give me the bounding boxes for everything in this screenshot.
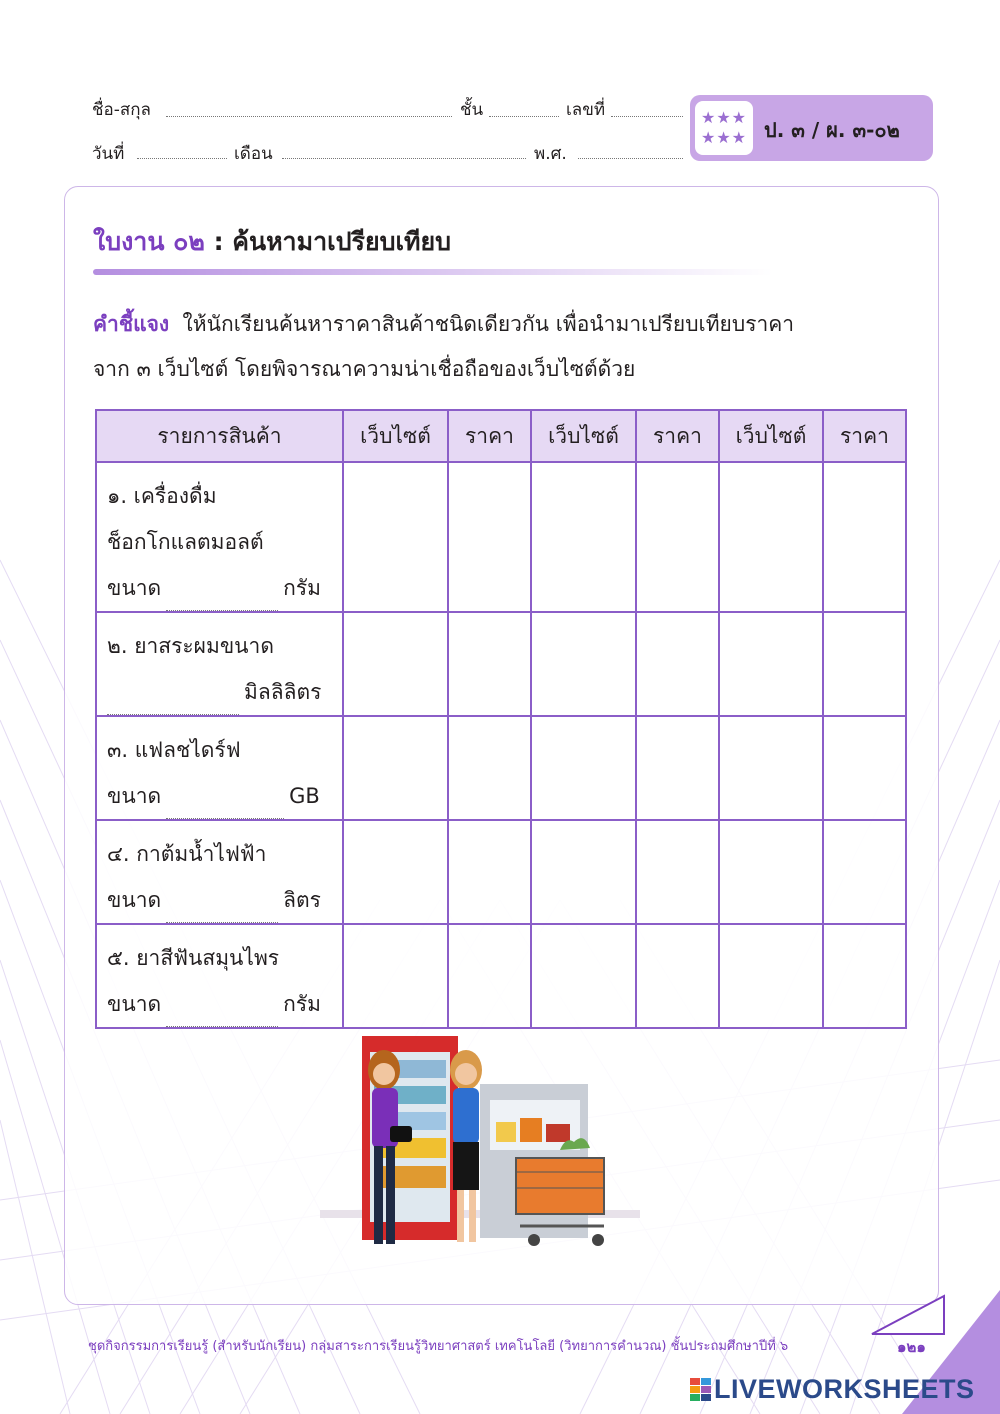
- size-prefix: ขนาด: [107, 992, 162, 1016]
- footer-text: ชุดกิจกรรมการเรียนรู้ (สำหรับนักเรียน) กลุ่มสาระการเรียนรู้วิทยาศาสตร์ เทคโนโลยี (วิทยาการคำนวณ) ชั้นประถมศึกษาปีที่ ๖: [88, 1339, 789, 1354]
- price-cell[interactable]: [823, 462, 906, 612]
- table-header-row: [96, 410, 906, 462]
- stars-icon: [695, 101, 753, 155]
- month-field[interactable]: [282, 158, 526, 159]
- website-cell[interactable]: [719, 462, 823, 612]
- number-label: เลขที่: [566, 100, 606, 120]
- month-label: เดือน: [234, 144, 273, 164]
- size-field[interactable]: [166, 1002, 278, 1027]
- website-cell[interactable]: [531, 820, 636, 924]
- page-number: ๑๒๑: [897, 1338, 926, 1356]
- website-cell[interactable]: [531, 612, 636, 716]
- unit-label: กรัม: [283, 576, 321, 600]
- header-website-3: เว็บไซต์: [719, 410, 823, 462]
- price-cell[interactable]: [823, 716, 906, 820]
- instruction-label: คำชี้แจง: [93, 312, 170, 336]
- item-name: ๔. กาต้มน้ำไฟฟ้า: [107, 842, 267, 866]
- instruction-line-1: ให้นักเรียนค้นหาราคาสินค้าชนิดเดียวกัน เพื่อนำมาเปรียบเทียบราคา: [182, 312, 795, 336]
- stars-row-top: ★★★: [700, 108, 748, 127]
- price-cell[interactable]: [823, 612, 906, 716]
- name-label: ชื่อ-สกุล: [92, 100, 151, 120]
- day-label: วันที่: [92, 144, 125, 164]
- table-row: [96, 462, 906, 612]
- website-cell[interactable]: [719, 612, 823, 716]
- unit-label: ลิตร: [283, 888, 321, 912]
- year-label: พ.ศ.: [534, 144, 567, 164]
- header-website-1: เว็บไซต์: [343, 410, 448, 462]
- liveworksheets-logo-icon: [690, 1378, 712, 1402]
- website-cell[interactable]: [719, 924, 823, 1028]
- size-field[interactable]: [166, 794, 284, 819]
- header-price-2: ราคา: [636, 410, 719, 462]
- size-prefix: ขนาด: [107, 576, 162, 600]
- price-cell[interactable]: [636, 924, 719, 1028]
- website-cell[interactable]: [343, 924, 448, 1028]
- website-cell[interactable]: [343, 612, 448, 716]
- item-name: ๕. ยาสีฟันสมุนไพร: [107, 946, 280, 970]
- price-cell[interactable]: [448, 820, 531, 924]
- table-row: [96, 820, 906, 924]
- size-field[interactable]: [107, 690, 239, 715]
- instructions: [93, 302, 913, 392]
- website-cell[interactable]: [531, 716, 636, 820]
- item-name-cont: ช็อกโกแลตมอลต์: [107, 530, 264, 554]
- website-cell[interactable]: [343, 820, 448, 924]
- website-cell[interactable]: [343, 462, 448, 612]
- brand-text: LIVEWORKSHEETS: [714, 1374, 975, 1404]
- price-cell[interactable]: [448, 612, 531, 716]
- unit-label: กรัม: [283, 992, 321, 1016]
- unit-label: มิลลิลิตร: [244, 680, 322, 704]
- item-name: ๓. แฟลชไดร์ฟ: [107, 738, 241, 762]
- price-cell[interactable]: [823, 924, 906, 1028]
- year-field[interactable]: [578, 158, 683, 159]
- item-name: ๒. ยาสระผมขนาด: [107, 634, 274, 658]
- item-cell: [96, 612, 343, 716]
- unit-label: GB: [289, 784, 320, 808]
- price-cell[interactable]: [636, 820, 719, 924]
- size-prefix: ขนาด: [107, 784, 162, 808]
- price-cell[interactable]: [636, 716, 719, 820]
- website-cell[interactable]: [719, 820, 823, 924]
- table-row: [96, 612, 906, 716]
- badge-code: ป. ๓ / ผ. ๓-๐๒: [764, 118, 900, 142]
- level-badge: [690, 95, 933, 161]
- item-cell: [96, 820, 343, 924]
- price-cell[interactable]: [636, 612, 719, 716]
- price-cell[interactable]: [448, 462, 531, 612]
- website-cell[interactable]: [531, 462, 636, 612]
- header-price-3: ราคา: [823, 410, 906, 462]
- table-row: [96, 924, 906, 1028]
- item-cell: [96, 924, 343, 1028]
- instruction-line-2: จาก ๓ เว็บไซต์ โดยพิจารณาความน่าเชื่อถือของเว็บไซต์ด้วย: [93, 357, 636, 381]
- price-cell[interactable]: [448, 716, 531, 820]
- size-prefix: ขนาด: [107, 888, 162, 912]
- price-cell[interactable]: [636, 462, 719, 612]
- item-cell: [96, 462, 343, 612]
- size-field[interactable]: [166, 586, 278, 611]
- title-number: ใบงาน ๐๒: [93, 227, 205, 256]
- table-row: [96, 716, 906, 820]
- header-item: รายการสินค้า: [96, 410, 343, 462]
- price-cell[interactable]: [823, 820, 906, 924]
- name-field[interactable]: [166, 116, 452, 117]
- title-topic: ค้นหามาเปรียบเทียบ: [232, 227, 452, 256]
- price-cell[interactable]: [448, 924, 531, 1028]
- title-separator: :: [204, 227, 233, 256]
- website-cell[interactable]: [719, 716, 823, 820]
- title-underline: [93, 269, 773, 275]
- stars-row-bottom: ★★★: [700, 128, 748, 147]
- item-name: ๑. เครื่องดื่ม: [107, 484, 217, 508]
- item-cell: [96, 716, 343, 820]
- header-price-1: ราคา: [448, 410, 531, 462]
- website-cell[interactable]: [531, 924, 636, 1028]
- number-field[interactable]: [611, 116, 683, 117]
- shopping-illustration: [320, 1030, 640, 1280]
- class-field[interactable]: [489, 116, 559, 117]
- header-website-2: เว็บไซต์: [531, 410, 636, 462]
- class-label: ชั้น: [460, 100, 484, 120]
- worksheet-title: [93, 222, 451, 262]
- website-cell[interactable]: [343, 716, 448, 820]
- day-field[interactable]: [137, 158, 227, 159]
- size-field[interactable]: [166, 898, 278, 923]
- price-comparison-table: [95, 409, 907, 1029]
- liveworksheets-brand[interactable]: [690, 1374, 975, 1405]
